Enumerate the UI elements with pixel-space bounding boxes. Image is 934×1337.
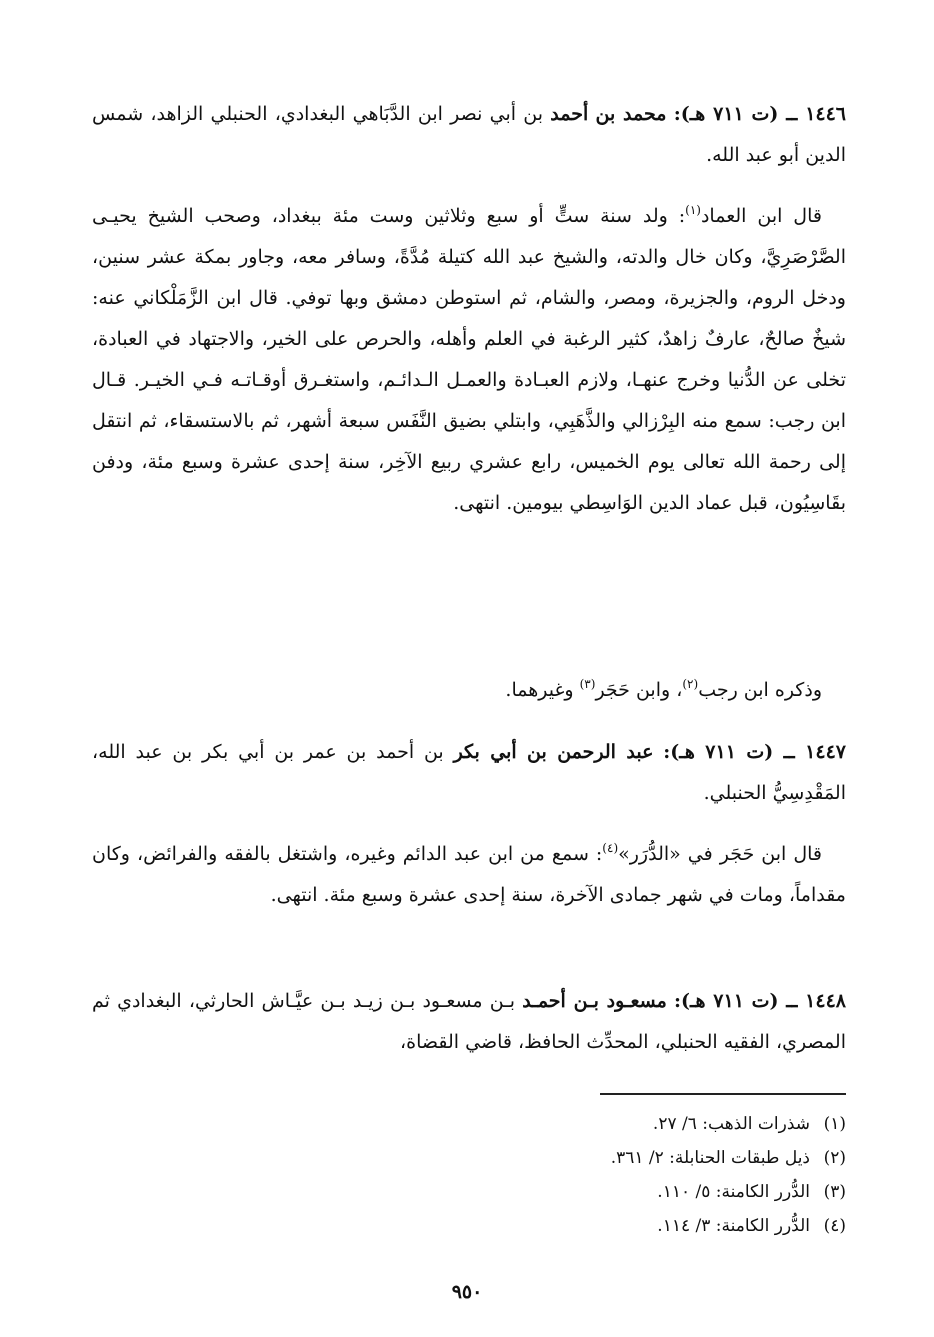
footnote-number: (٤) — [823, 1216, 846, 1236]
page-number: ٩٥٠ — [451, 1281, 483, 1303]
footnote-divider — [600, 1093, 846, 1095]
biography-entry-1448 — [92, 981, 846, 1063]
body-paragraph — [92, 670, 846, 711]
footnote-number: (١) — [823, 1114, 846, 1134]
footnote-text: الدُّرر الكامنة: ٣/ ١١٤. — [657, 1216, 810, 1236]
quote-text: : سمع من ابن عبد الدائم وغيره، واشتغل بالفقه والفرائض، وكان مقداماً، ومات في شهر جمادى الآخرة، سنة إحدى عشرة وسبع مئة. انتهى. — [92, 843, 846, 906]
entry-name-rest: بـن مسعـود بـن زيـد بـن عيَّـاش الحارثي، البغدادي ثم المصري، الفقيه الحنبلي، المحدِّث الحافظ، قاضي القضاة، — [92, 990, 846, 1053]
entry-paragraph — [92, 981, 846, 1063]
footnote-ref[interactable]: (٢) — [682, 677, 699, 691]
mentioned-by-paragraph — [92, 670, 846, 711]
entry-name-rest: بن أحمد بن عمر بن أبي بكر بن عبد الله، المَقْدِسِيُّ الحنبلي. — [92, 741, 846, 804]
footnote-text: ذيل طبقات الحنابلة: ٢/ ٣٦١. — [610, 1148, 810, 1168]
footnote-item — [92, 1209, 846, 1243]
entry-paragraph — [92, 732, 846, 814]
entry-name-start: محمد بن — [595, 103, 667, 125]
entry-name-father: أحمد — [550, 103, 589, 125]
quote-lead: قال ابن العماد — [700, 205, 822, 227]
footnote-item — [92, 1175, 846, 1209]
entry-heading: ١٤٤٧ ــ (ت ٧١١ هـ): — [663, 741, 846, 763]
footnote-text: شذرات الذهب: ٦/ ٢٧. — [652, 1114, 810, 1134]
quote-ibn-imad — [92, 196, 846, 524]
entry-name-rest: بن أبي نصر ابن الدَّبَاهي البغدادي، الحنبلي الزاهد، شمس الدين أبو عبد الله. — [92, 103, 846, 166]
mention-part-3: وغيرهما. — [505, 679, 580, 701]
biography-entry-1447 — [92, 732, 846, 814]
quote-ibn-hajar — [92, 834, 846, 916]
footnote-ref[interactable]: (٤) — [602, 841, 619, 855]
entry-paragraph — [92, 94, 846, 176]
footnote-item — [92, 1107, 846, 1141]
footnote-ref[interactable]: (٣) — [579, 677, 596, 691]
body-paragraph — [92, 834, 846, 916]
footnote-text: الدُّرر الكامنة: ٥/ ١١٠. — [657, 1182, 810, 1202]
entry-name: مسعـود بـن أحمـد — [522, 990, 667, 1012]
entry-name: عبد الرحمن بن أبي بكر — [453, 741, 654, 763]
quote-lead: قال ابن حَجَر في «الدُّرَر» — [618, 843, 822, 865]
footnote-item — [92, 1141, 846, 1175]
footnote-ref[interactable]: (١) — [685, 203, 701, 217]
biography-entry-1446 — [92, 94, 846, 176]
body-paragraph — [92, 196, 846, 524]
footnotes-list — [92, 1107, 846, 1243]
footnote-number: (٣) — [823, 1182, 846, 1202]
entry-heading: ١٤٤٦ ــ (ت ٧١١ هـ): — [673, 103, 847, 125]
mention-part-1: وذكره ابن رجب — [698, 679, 822, 701]
entry-heading: ١٤٤٨ ــ (ت ٧١١ هـ): — [673, 990, 846, 1012]
mention-part-2: ، وابن حَجَر — [595, 679, 683, 701]
footnote-number: (٢) — [823, 1148, 846, 1168]
quote-text: : ولد سنة ستٍّ أو سبع وثلاثين وست مئة ببغداد، وصحب الشيخ يحيـى الصَّرْصَرِيَّ، وكان خال والدته، والشيخ عبد الله كتيلة مُدَّةً، وسافر معه، وجاور بمكة عشر سنين، ودخل الروم، والجزيرة، ومصر، والشام، ثم استوطن دمشق وبها توفي. قال ابن الزَّمَلْكاني عنه: شيخٌ صالحٌ، عارفٌ زاهدٌ، كثير الرغبة في العلم وأهله، والحرص على الخير، والاجتهاد في العبادة، تخلى عن الدُّنيا وخرج عنهـا، ولازم العبـادة والعمـل الـدائـم، واستغـرق أوقـاتـه فـي الخيـر. قـال ابن رجب: سمع منه البِرْزالي والذَّهَبِي، وابتلي بضيق النَّفَس سبعة أشهر، ثم بالاستسقاء، ثم انتقل إلى رحمة الله تعالى يوم الخميس، رابع عشري ربيع الآخِر، سنة إحدى عشرة وسبع مئة، ودفن بقَاسِيُون، قبل عماد الدين الوَاسِطي بيومين. انتهى. — [92, 205, 846, 514]
